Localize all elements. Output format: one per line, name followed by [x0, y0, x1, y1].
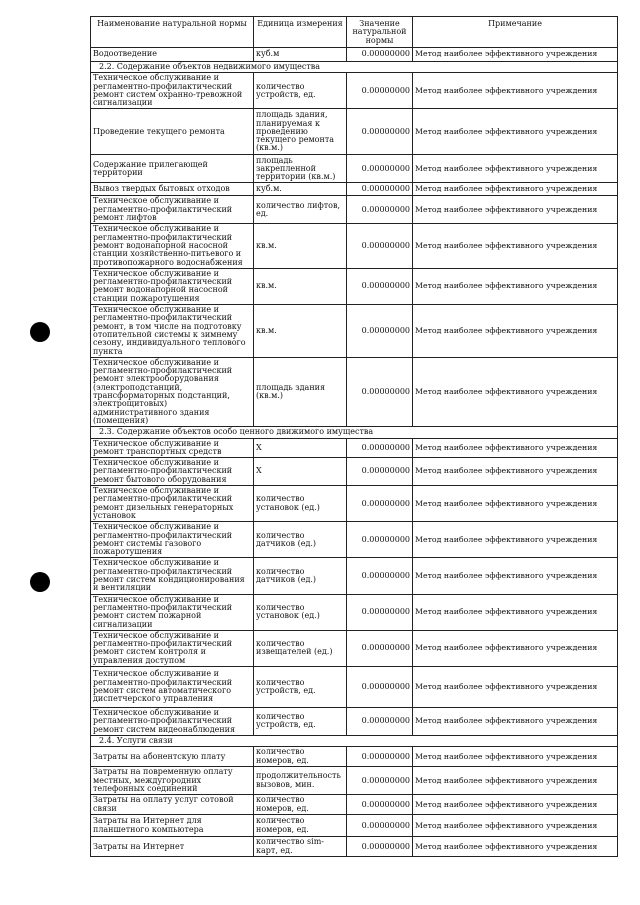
cell-note: Метод наиболее эффективного учреждения [413, 486, 618, 522]
cell-note: Метод наиболее эффективного учреждения [413, 357, 618, 426]
cell-note: Метод наиболее эффективного учреждения [413, 196, 618, 224]
section-row [91, 735, 618, 746]
cell-value: 0.00000000 [347, 305, 413, 358]
cell-note: Метод наиболее эффективного учреждения [413, 815, 618, 837]
cell-name: Техническое обслуживание и регламентно-профилактический ремонт систем охранно-тревожной сигнализации [91, 73, 254, 109]
cell-unit: количество номеров, ед. [254, 747, 347, 767]
cell-value: 0.00000000 [347, 486, 413, 522]
cell-value: 0.00000000 [347, 815, 413, 837]
cell-value: 0.00000000 [347, 767, 413, 795]
binder-hole-bottom [30, 572, 50, 592]
cell-unit: количество номеров, ед. [254, 815, 347, 837]
table-row [91, 305, 618, 358]
cell-unit: куб.м [254, 48, 347, 62]
cell-unit: количество датчиков (ед.) [254, 522, 347, 558]
cell-note: Метод наиболее эффективного учреждения [413, 224, 618, 268]
cell-name: Техническое обслуживание и ремонт транспортных средств [91, 438, 254, 458]
norms-table [90, 16, 618, 857]
cell-value: 0.00000000 [347, 73, 413, 109]
cell-value: 0.00000000 [347, 837, 413, 857]
section-title: 2.2. Содержание объектов недвижимого имущества [91, 62, 618, 73]
table-row [91, 667, 618, 708]
cell-note: Метод наиболее эффективного учреждения [413, 438, 618, 458]
cell-name: Затраты на абонентскую плату [91, 747, 254, 767]
cell-note: Метод наиболее эффективного учреждения [413, 155, 618, 183]
cell-name: Техническое обслуживание и регламентно-профилактический ремонт, в том числе на подготовку отопительной системы к зимнему сезону, индивидуального теплового пункта [91, 305, 254, 358]
cell-unit: кв.м. [254, 305, 347, 358]
cell-value: 0.00000000 [347, 594, 413, 630]
cell-note: Метод наиболее эффективного учреждения [413, 73, 618, 109]
table-row [91, 224, 618, 268]
cell-note: Метод наиболее эффективного учреждения [413, 767, 618, 795]
cell-name: Водоотведение [91, 48, 254, 62]
cell-value: 0.00000000 [347, 224, 413, 268]
cell-name: Затраты на повременную оплату местных, междугородних телефонных соединений [91, 767, 254, 795]
cell-note: Метод наиболее эффективного учреждения [413, 183, 618, 196]
header-name: Наименование натуральной нормы [91, 17, 254, 48]
cell-unit: куб.м. [254, 183, 347, 196]
header-unit: Единица измерения [254, 17, 347, 48]
table-row [91, 73, 618, 109]
table-row [91, 708, 618, 736]
header-note: Примечание [413, 17, 618, 48]
table-row [91, 48, 618, 62]
cell-name: Техническое обслуживание и регламентно-профилактический ремонт систем пожарной сигнализации [91, 594, 254, 630]
cell-value: 0.00000000 [347, 268, 413, 304]
table-body [91, 48, 618, 857]
cell-value: 0.00000000 [347, 438, 413, 458]
cell-name: Техническое обслуживание и регламентно-профилактический ремонт бытового оборудования [91, 458, 254, 486]
section-title: 2.4. Услуги связи [91, 735, 618, 746]
cell-note: Метод наиболее эффективного учреждения [413, 747, 618, 767]
cell-value: 0.00000000 [347, 522, 413, 558]
cell-note: Метод наиболее эффективного учреждения [413, 837, 618, 857]
cell-value: 0.00000000 [347, 357, 413, 426]
table-header-row [91, 17, 618, 48]
cell-note: Метод наиболее эффективного учреждения [413, 305, 618, 358]
table-row [91, 767, 618, 795]
header-value: Значение натуральной нормы [347, 17, 413, 48]
table-row [91, 486, 618, 522]
table-row [91, 458, 618, 486]
cell-name: Техническое обслуживание и регламентно-профилактический ремонт водонапорной насосной станции хозяйственно-питьевого и противопожарного водоснабжения [91, 224, 254, 268]
table-row [91, 747, 618, 767]
table-row [91, 795, 618, 815]
table-row [91, 558, 618, 594]
cell-unit: количество номеров, ед. [254, 795, 347, 815]
cell-value: 0.00000000 [347, 183, 413, 196]
cell-name: Затраты на Интернет для планшетного компьютера [91, 815, 254, 837]
section-row [91, 62, 618, 73]
table-row [91, 357, 618, 426]
table-row [91, 155, 618, 183]
cell-unit: площадь закрепленной территории (кв.м.) [254, 155, 347, 183]
cell-name: Техническое обслуживание и регламентно-профилактический ремонт систем кондиционирования и вентиляции [91, 558, 254, 594]
table-row [91, 183, 618, 196]
cell-value: 0.00000000 [347, 196, 413, 224]
section-title: 2.3. Содержание объектов особо ценного движимого имущества [91, 427, 618, 438]
cell-note: Метод наиболее эффективного учреждения [413, 667, 618, 708]
cell-note: Метод наиболее эффективного учреждения [413, 630, 618, 666]
cell-name: Затраты на Интернет [91, 837, 254, 857]
table-row [91, 815, 618, 837]
binder-hole-top [30, 322, 50, 342]
cell-value: 0.00000000 [347, 708, 413, 736]
cell-name: Техническое обслуживание и регламентно-профилактический ремонт систем видеонаблюдения [91, 708, 254, 736]
cell-unit: количество установок (ед.) [254, 594, 347, 630]
cell-name: Техническое обслуживание и регламентно-профилактический ремонт лифтов [91, 196, 254, 224]
cell-unit: количество извещателей (ед.) [254, 630, 347, 666]
section-row [91, 427, 618, 438]
cell-name: Техническое обслуживание и регламентно-профилактический ремонт системы газового пожаротушения [91, 522, 254, 558]
cell-value: 0.00000000 [347, 109, 413, 155]
table-row [91, 196, 618, 224]
cell-note: Метод наиболее эффективного учреждения [413, 268, 618, 304]
cell-unit: количество лифтов, ед. [254, 196, 347, 224]
cell-unit: количество устройств, ед. [254, 73, 347, 109]
cell-name: Техническое обслуживание и регламентно-профилактический ремонт электрооборудования (электроподстанций, трансформаторных подстанций, электрощитовых) административного здания (помещения) [91, 357, 254, 426]
cell-unit: продолжительность вызовов, мин. [254, 767, 347, 795]
cell-note: Метод наиболее эффективного учреждения [413, 109, 618, 155]
cell-name: Техническое обслуживание и регламентно-профилактический ремонт дизельных генераторных установок [91, 486, 254, 522]
cell-note: Метод наиболее эффективного учреждения [413, 522, 618, 558]
cell-value: 0.00000000 [347, 795, 413, 815]
cell-name: Техническое обслуживание и регламентно-профилактический ремонт систем контроля и управления доступом [91, 630, 254, 666]
cell-name: Техническое обслуживание и регламентно-профилактический ремонт систем автоматического диспетчерского управления [91, 667, 254, 708]
cell-value: 0.00000000 [347, 667, 413, 708]
table-row [91, 268, 618, 304]
cell-name: Техническое обслуживание и регламентно-профилактический ремонт водонапорной насосной станции пожаротушения [91, 268, 254, 304]
table-row [91, 594, 618, 630]
cell-value: 0.00000000 [347, 458, 413, 486]
cell-value: 0.00000000 [347, 747, 413, 767]
table-row [91, 522, 618, 558]
cell-unit: количество устройств, ед. [254, 708, 347, 736]
cell-note: Метод наиболее эффективного учреждения [413, 558, 618, 594]
cell-name: Содержание прилегающей территории [91, 155, 254, 183]
table-row [91, 630, 618, 666]
cell-note: Метод наиболее эффективного учреждения [413, 458, 618, 486]
cell-note: Метод наиболее эффективного учреждения [413, 48, 618, 62]
cell-unit: площадь здания (кв.м.) [254, 357, 347, 426]
cell-unit: X [254, 458, 347, 486]
table-row [91, 438, 618, 458]
cell-unit: количество устройств, ед. [254, 667, 347, 708]
cell-note: Метод наиболее эффективного учреждения [413, 708, 618, 736]
cell-name: Вывоз твердых бытовых отходов [91, 183, 254, 196]
cell-value: 0.00000000 [347, 630, 413, 666]
table-row [91, 837, 618, 857]
cell-note: Метод наиболее эффективного учреждения [413, 594, 618, 630]
cell-value: 0.00000000 [347, 48, 413, 62]
cell-unit: площадь здания, планируемая к проведению текущего ремонта (кв.м.) [254, 109, 347, 155]
cell-unit: количество sim-карт, ед. [254, 837, 347, 857]
cell-value: 0.00000000 [347, 558, 413, 594]
cell-unit: количество датчиков (ед.) [254, 558, 347, 594]
cell-unit: X [254, 438, 347, 458]
cell-unit: кв.м. [254, 224, 347, 268]
cell-note: Метод наиболее эффективного учреждения [413, 795, 618, 815]
cell-name: Проведение текущего ремонта [91, 109, 254, 155]
cell-value: 0.00000000 [347, 155, 413, 183]
cell-unit: количество установок (ед.) [254, 486, 347, 522]
cell-unit: кв.м. [254, 268, 347, 304]
cell-name: Затраты на оплату услуг сотовой связи [91, 795, 254, 815]
table-row [91, 109, 618, 155]
